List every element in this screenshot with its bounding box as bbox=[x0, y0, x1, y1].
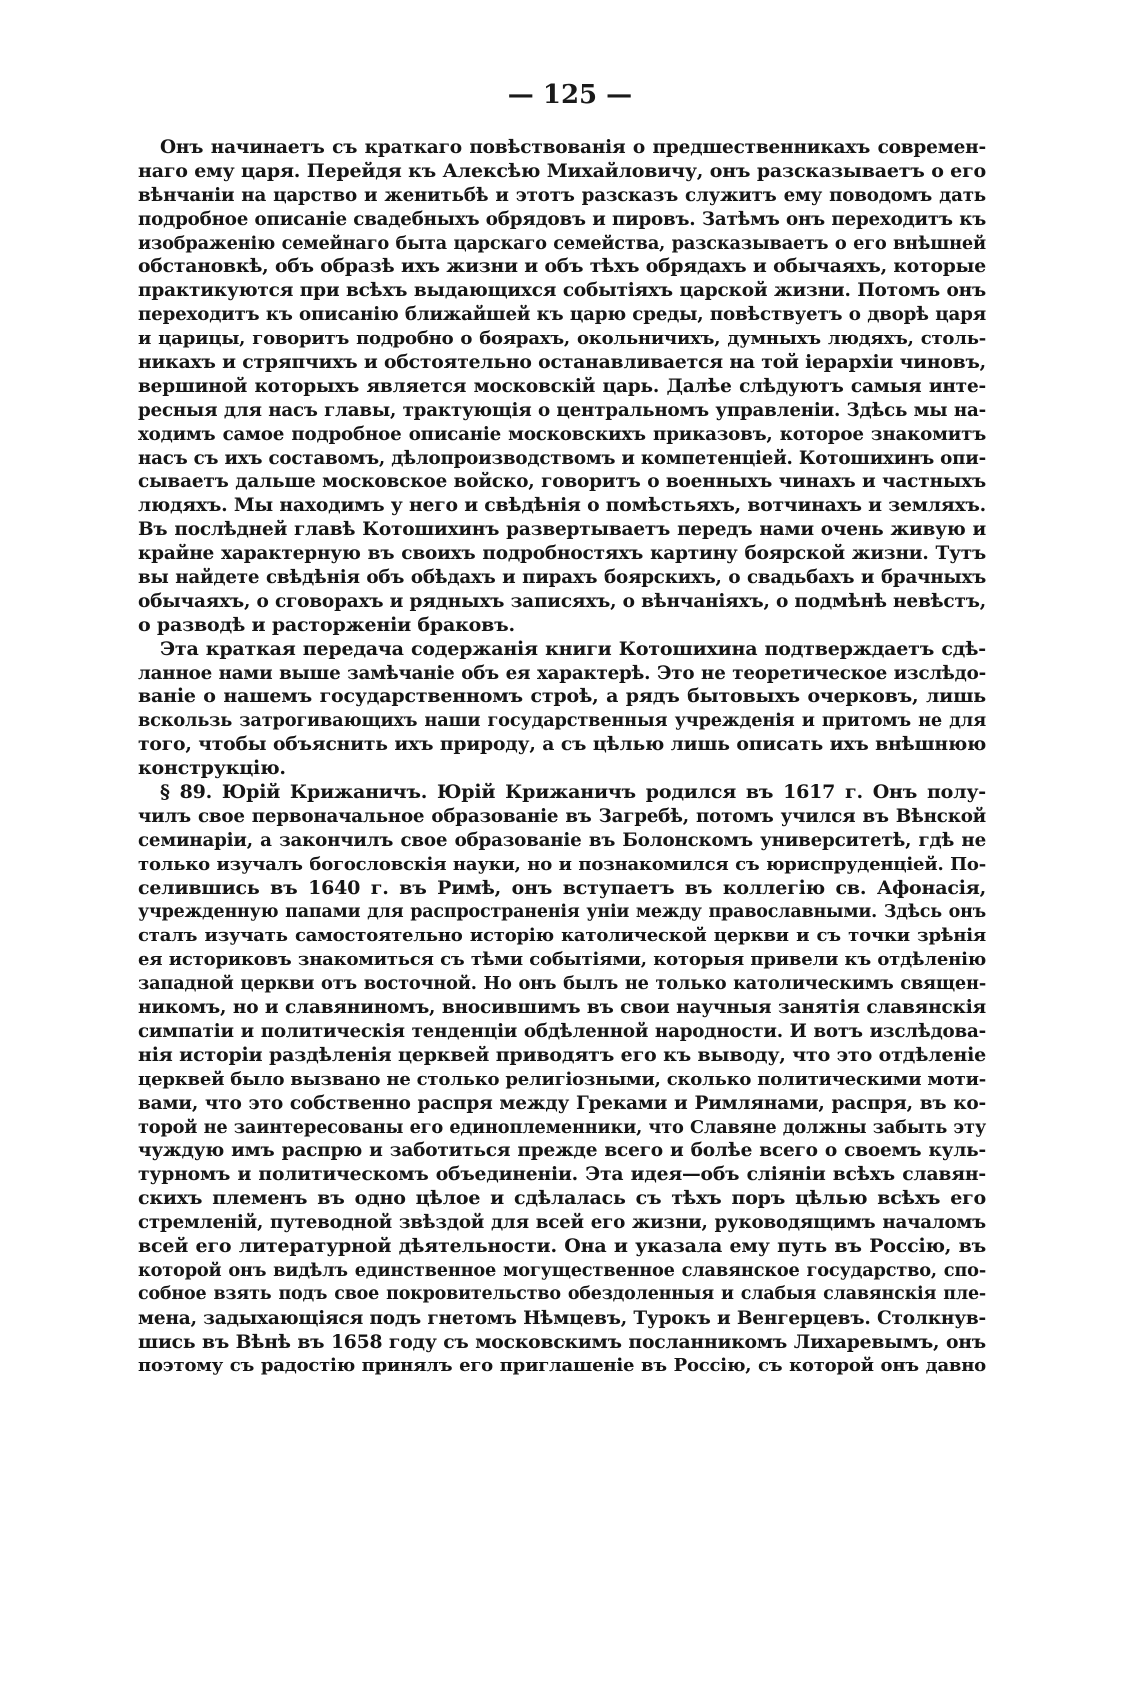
text-line: ланное нами выше замѣчаніе объ ея характерѣ. Это не теоретическое изслѣдо- bbox=[138, 662, 986, 684]
text-line: обстановкѣ, объ образѣ ихъ жизни и объ тѣхъ обрядахъ и обычаяхъ, которые bbox=[138, 255, 986, 278]
text-line: переходитъ къ описанію ближайшей къ царю среды, повѣствуетъ о дворѣ царя bbox=[138, 304, 986, 326]
text-line: собное взять подъ свое покровительство обездоленныя и слабыя славянскія пле- bbox=[138, 1283, 986, 1304]
paragraph-first-line: Эта краткая передача содержанія книги Котошихина подтверждаетъ сдѣ- bbox=[160, 637, 986, 660]
text-line: обычаяхъ, о сговорахъ и рядныхъ записяхъ, о вѣнчаніяхъ, о подмѣнѣ невѣстъ, bbox=[138, 590, 986, 612]
text-line: практикуются при всѣхъ выдающихся событіяхъ царской жизни. Потомъ онъ bbox=[138, 280, 986, 302]
text-line: учрежденную папами для распространенія уніи между православными. Здѣсь онъ bbox=[138, 901, 986, 922]
text-line: вами, что это собственно распря между Греками и Римлянами, распря, въ ко- bbox=[138, 1092, 986, 1114]
text-line: вскользь затрогивающихъ наши государственныя учрежденія и притомъ не для bbox=[138, 710, 986, 732]
text-line: западной церкви отъ восточной. Но онъ былъ не только католическимъ священ- bbox=[138, 973, 986, 995]
text-line: изображенію семейнаго быта царскаго семейства, разсказываетъ о его внѣшней bbox=[138, 232, 986, 254]
text-line: вершиной которыхъ является московскій царь. Далѣе слѣдуютъ самыя инте- bbox=[138, 375, 986, 397]
text-line: подробное описаніе свадебныхъ обрядовъ и пировъ. Затѣмъ онъ переходитъ къ bbox=[138, 208, 986, 230]
text-line: Въ послѣдней главѣ Котошихинъ развертываетъ передъ нами очень живую и bbox=[138, 519, 986, 541]
text-line: насъ съ ихъ составомъ, дѣлопроизводствомъ и компетенціей. Котошихинъ опи- bbox=[138, 447, 987, 469]
text-line: скихъ племенъ въ одно цѣлое и сдѣлалась съ тѣхъ поръ цѣлью всѣхъ его bbox=[138, 1187, 986, 1210]
text-line: сталъ изучать самостоятельно исторію католической церкви и съ точки зрѣнія bbox=[138, 925, 986, 947]
body-text bbox=[138, 136, 986, 1378]
text-line: конструкцію. bbox=[138, 757, 286, 780]
text-line: селившись въ 1640 г. въ Римѣ, онъ вступаетъ въ коллегію св. Афонасія, bbox=[138, 876, 986, 899]
text-line: никахъ и стряпчихъ и обстоятельно останавливается на той іерархіи чиновъ, bbox=[138, 351, 986, 374]
text-line: ресныя для насъ главы, трактующія о центральномъ управленіи. Здѣсь мы на- bbox=[138, 399, 986, 421]
text-line: о разводѣ и расторженіи браковъ. bbox=[138, 613, 515, 636]
text-line: мена, задыхающіяся подъ гнетомъ Нѣмцевъ, Турокъ и Венгерцевъ. Столкнув- bbox=[138, 1307, 986, 1329]
paragraph-first-line: Онъ начинаетъ съ краткаго повѣствованія о предшественникахъ современ- bbox=[160, 137, 986, 158]
text-line: семинаріи, а закончилъ свое образованіе въ Болонскомъ университетѣ, гдѣ не bbox=[138, 829, 986, 851]
text-line: нія исторіи раздѣленія церквей приводятъ его къ выводу, что это отдѣленіе bbox=[138, 1043, 986, 1066]
text-line: симпатіи и политическія тенденціи обдѣленной народности. И вотъ изслѣдова- bbox=[138, 1020, 986, 1042]
text-line: торой не заинтересованы его единоплеменники, что Славяне должны забыть эту bbox=[138, 1116, 986, 1138]
text-line: вѣнчаніи на царство и женитьбѣ и этотъ разсказъ служитъ ему поводомъ дать bbox=[138, 184, 986, 206]
text-line: только изучалъ богословскія науки, но и познакомился съ юриспруденціей. По- bbox=[138, 853, 986, 875]
text-line: ея историковъ знакомиться съ тѣми событіями, которыя привели къ отдѣленію bbox=[138, 949, 986, 971]
text-line: крайне характерную въ своихъ подробностяхъ картину боярской жизни. Тутъ bbox=[138, 543, 986, 565]
text-line: шись въ Вѣнѣ въ 1658 году съ московскимъ посланникомъ Лихаревымъ, онъ bbox=[138, 1330, 986, 1353]
page-number: — 125 — bbox=[507, 80, 633, 110]
text-line: никомъ, но и славяниномъ, вносившимъ въ свои научныя занятія славянскія bbox=[138, 997, 986, 1019]
text-line: стремленій, путеводной звѣздой для всей его жизни, руководящимъ началомъ bbox=[138, 1212, 986, 1234]
text-line: сываетъ дальше московское войско, говоритъ о военныхъ чинахъ и частныхъ bbox=[138, 471, 986, 493]
text-line: которой онъ видѣлъ единственное могущественное славянское государство, спо- bbox=[138, 1259, 986, 1281]
text-line: ходимъ самое подробное описаніе московскихъ приказовъ, которое знакомитъ bbox=[138, 423, 986, 445]
text-line: и царицы, говоритъ подробно о боярахъ, окольничихъ, думныхъ людяхъ, столь- bbox=[138, 328, 986, 350]
text-line: чуждую имъ распрю и заботиться прежде всего и болѣе всего о своемъ куль- bbox=[138, 1140, 986, 1162]
text-line: вы найдете свѣдѣнія объ обѣдахъ и пирахъ боярскихъ, о свадьбахъ и брачныхъ bbox=[138, 567, 986, 589]
text-line: всей его литературной дѣятельности. Она и указала ему путь въ Россію, въ bbox=[138, 1234, 986, 1257]
text-line: ваніе о нашемъ государственномъ строѣ, а рядъ бытовыхъ очерковъ, лишь bbox=[138, 685, 986, 708]
text-line: чилъ свое первоначальное образованіе въ Загребѣ, потомъ учился въ Вѣнской bbox=[138, 805, 986, 827]
text-line: поэтому съ радостію принялъ его приглашеніе въ Россію, съ которой онъ давно bbox=[138, 1355, 986, 1377]
text-line: церквей было вызвано не столько религіозными, сколько политическими моти- bbox=[138, 1068, 987, 1090]
paragraph-first-line: § 89. Юрій Крижаничъ. Юрій Крижаничъ родился въ 1617 г. Онъ полу- bbox=[160, 781, 986, 804]
text-line: людяхъ. Мы находимъ у него и свѣдѣнія о помѣстьяхъ, вотчинахъ и земляхъ. bbox=[138, 494, 986, 517]
text-line: наго ему царя. Перейдя къ Алексѣю Михайловичу, онъ разсказываетъ о его bbox=[138, 159, 986, 182]
text-line: турномъ и политическомъ объединеніи. Эта идея—объ сліяніи всѣхъ славян- bbox=[138, 1163, 986, 1186]
text-line: того, чтобы объяснить ихъ природу, а съ цѣлью лишь описать ихъ внѣшнюю bbox=[138, 733, 986, 756]
